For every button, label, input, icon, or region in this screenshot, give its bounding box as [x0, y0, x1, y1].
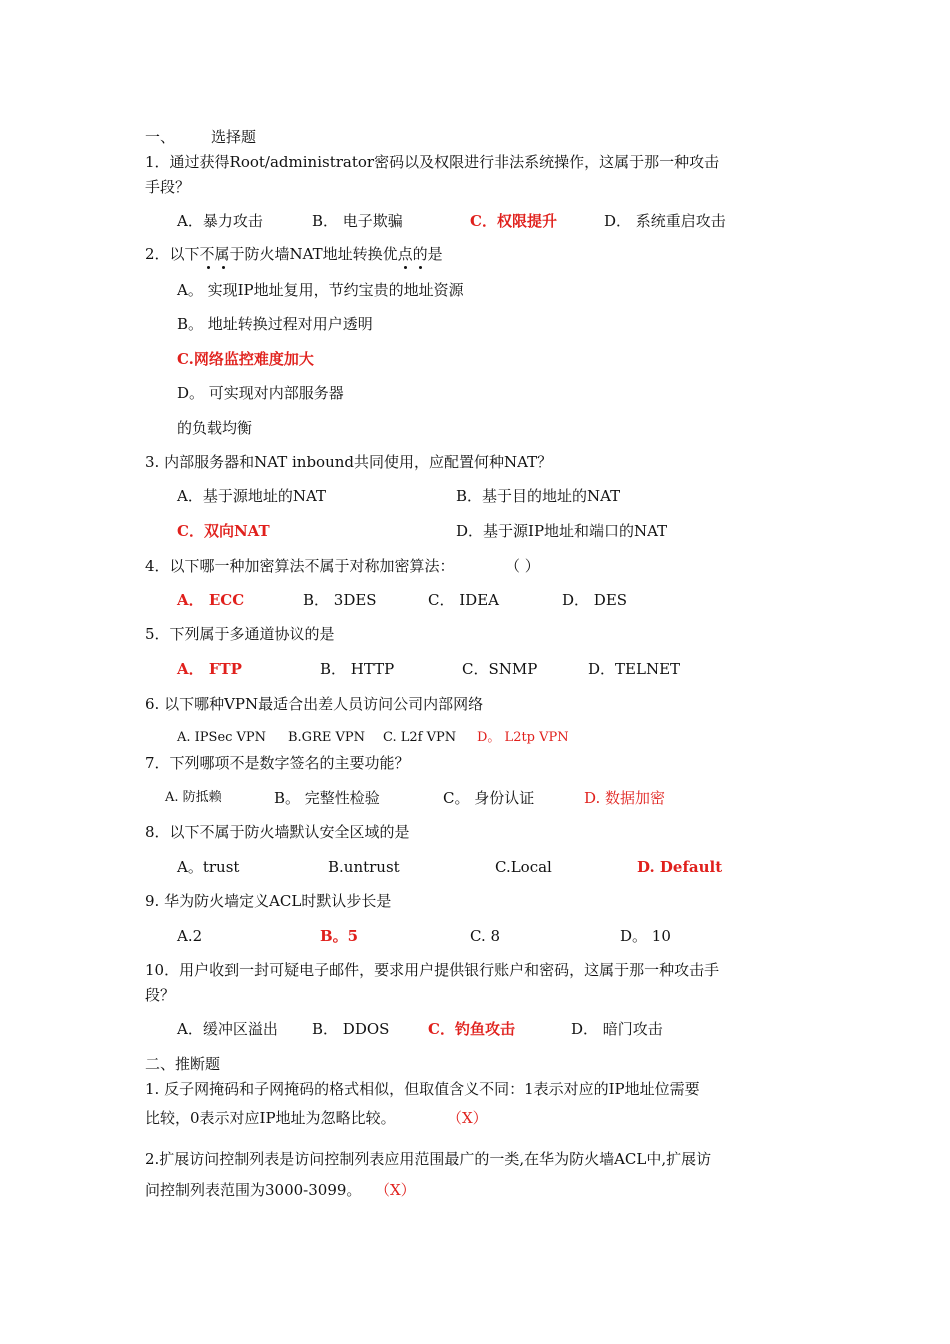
- section-one-number: 一、: [145, 128, 176, 146]
- q7-option-a: A. 防抵赖: [165, 790, 222, 805]
- q8-option-a: A。trust: [177, 858, 240, 876]
- j2-stem-line2: 问控制列表范围为3000-3099。: [145, 1181, 362, 1199]
- q10-option-d: D． 暗门攻击: [571, 1020, 663, 1038]
- j2-answer-mark: （X）: [375, 1181, 416, 1199]
- q4-answer-paren: （ ）: [505, 557, 540, 575]
- q10-option-b: B． DDOS: [312, 1020, 390, 1038]
- q1-option-d: D． 系统重启攻击: [604, 212, 726, 230]
- q9-stem: 9. 华为防火墙定义ACL时默认步长是: [145, 892, 392, 910]
- q2-stem: 2．以下不属于防火墙NAT地址转换优点的是: [145, 245, 443, 263]
- q4-option-b: B． 3DES: [303, 591, 377, 609]
- q4-option-c: C． IDEA: [428, 591, 499, 609]
- q1-stem-line1: 1．通过获得Root/administrator密码以及权限进行非法系统操作，这属于那一种攻击: [145, 153, 720, 171]
- q5-option-d: D．TELNET: [588, 660, 681, 678]
- q1-option-b: B． 电子欺骗: [312, 212, 403, 230]
- q9-option-b: B。5: [320, 927, 359, 945]
- q4-option-d: D． DES: [562, 591, 628, 609]
- q10-option-a: A．缓冲区溢出: [177, 1020, 278, 1038]
- q8-stem: 8．以下不属于防火墙默认安全区域的是: [145, 823, 410, 841]
- q9-option-a: A.2: [177, 927, 203, 945]
- q4-stem: 4．以下哪一种加密算法不属于对称加密算法：: [145, 557, 455, 575]
- q2-option-b: B。 地址转换过程对用户透明: [177, 315, 373, 333]
- q7-option-b: B。 完整性检验: [274, 789, 380, 807]
- q8-option-d: D. Default: [637, 858, 723, 876]
- q6-option-b: B.GRE VPN: [288, 730, 365, 745]
- q9-option-d: D。 10: [620, 927, 671, 945]
- q10-option-c: C．钓鱼攻击: [428, 1020, 515, 1038]
- emphasis-dot: [207, 266, 210, 269]
- q1-option-c: C．权限提升: [470, 212, 557, 230]
- j1-stem-line2: 比较，0表示对应IP地址为忽略比较。: [145, 1109, 396, 1127]
- q2-option-c: C.网络监控难度加大: [177, 350, 314, 368]
- q3-option-c: C．双向NAT: [177, 522, 270, 540]
- j2-stem-line1: 2.扩展访问控制列表是访问控制列表应用范围最广的一类,在华为防火墙ACL中,扩展访: [145, 1150, 712, 1168]
- q3-option-b: B．基于目的地址的NAT: [456, 487, 621, 505]
- q10-stem-line2: 段？: [145, 986, 176, 1004]
- section-two-title: 二、推断题: [145, 1055, 221, 1073]
- section-one-title: 选择题: [211, 128, 257, 146]
- q5-stem: 5．下列属于多通道协议的是: [145, 625, 335, 643]
- q3-stem: 3. 内部服务器和NAT inbound共同使用，应配置何种NAT？: [145, 453, 553, 471]
- q1-stem-line2: 手段？: [145, 178, 191, 196]
- q5-option-b: B． HTTP: [320, 660, 395, 678]
- q9-option-c: C. 8: [470, 927, 501, 945]
- q2-option-a: A。 实现IP地址复用，节约宝贵的地址资源: [177, 281, 464, 299]
- q8-option-c: C.Local: [495, 858, 552, 876]
- emphasis-dot: [222, 266, 225, 269]
- q3-option-d: D．基于源IP地址和端口的NAT: [456, 522, 668, 540]
- q5-option-a: A． FTP: [177, 660, 242, 678]
- q6-option-c: C. L2f VPN: [383, 730, 457, 745]
- q4-option-a: A． ECC: [177, 591, 245, 609]
- q8-option-b: B.untrust: [328, 858, 400, 876]
- q6-option-d: D。 L2tp VPN: [477, 730, 569, 745]
- q3-option-a: A．基于源地址的NAT: [177, 487, 326, 505]
- q10-stem-line1: 10．用户收到一封可疑电子邮件，要求用户提供银行账户和密码，这属于那一种攻击手: [145, 961, 720, 979]
- q7-stem: 7．下列哪项不是数字签名的主要功能？: [145, 754, 410, 772]
- q6-option-a: A. IPSec VPN: [177, 730, 267, 745]
- j1-answer-mark: （X）: [447, 1109, 488, 1127]
- q1-option-a: A．暴力攻击: [177, 212, 263, 230]
- emphasis-dot: [404, 266, 407, 269]
- q6-stem: 6. 以下哪种VPN最适合出差人员访问公司内部网络: [145, 695, 484, 713]
- q7-option-c: C。 身份认证: [443, 789, 535, 807]
- j1-stem-line1: 1. 反子网掩码和子网掩码的格式相似，但取值含义不同：1表示对应的IP地址位需要: [145, 1080, 700, 1098]
- q5-option-c: C．SNMP: [462, 660, 538, 678]
- q7-option-d: D. 数据加密: [584, 789, 666, 807]
- q2-option-d: D。 可实现对内部服务器: [177, 384, 344, 402]
- q2-option-d-cont: 的负载均衡: [177, 419, 253, 437]
- emphasis-dot: [419, 266, 422, 269]
